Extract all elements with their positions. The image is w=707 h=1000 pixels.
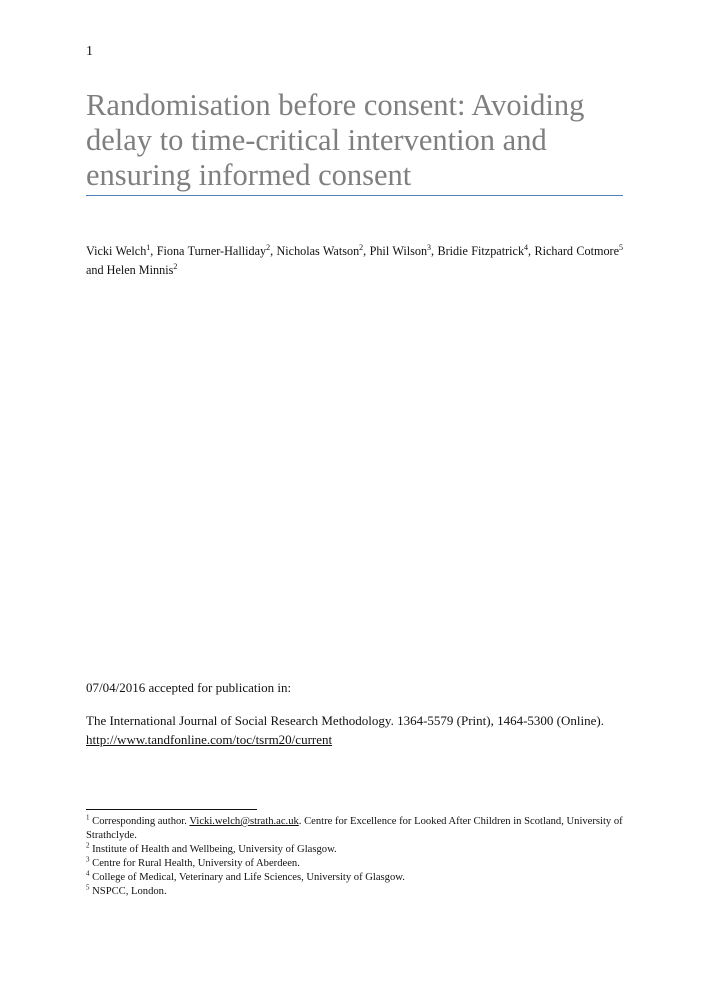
author-name: Fiona Turner-Halliday (156, 244, 267, 258)
author-affiliation-mark: 2 (173, 261, 178, 271)
footnote-divider (86, 809, 257, 810)
author-list (86, 242, 627, 280)
page-number: 1 (86, 44, 93, 59)
footnote (86, 871, 623, 885)
author-name: Bridie Fitzpatrick (437, 244, 525, 258)
footnote-text: Institute of Health and Wellbeing, University of Glasgow. (92, 844, 337, 855)
title-divider (86, 195, 623, 196)
footnote (86, 843, 623, 857)
author-name: Helen Minnis (106, 263, 174, 277)
footnote-text: Corresponding author. (92, 816, 190, 827)
journal-citation (86, 711, 623, 749)
author-separator: and (86, 244, 627, 277)
email-link[interactable]: Vicki.welch@strath.ac.uk (189, 816, 299, 827)
author-name: Vicki Welch (86, 244, 147, 258)
author-separator: , (528, 244, 535, 258)
author-separator: , (270, 244, 277, 258)
author-affiliation-mark: 2 (359, 242, 364, 252)
author-affiliation-mark: 4 (524, 242, 529, 252)
footnote-text: NSPCC, London. (92, 886, 167, 897)
journal-text: The International Journal of Social Research Methodology. 1364-5579 (Print), 1464-5300 (Online). (86, 713, 604, 728)
author-separator: , (431, 244, 438, 258)
journal-link[interactable]: http://www.tandfonline.com/toc/tsrm20/current (86, 732, 333, 747)
author-separator: , (150, 244, 157, 258)
author-affiliation-mark: 3 (427, 242, 432, 252)
footnote-text-after: . Centre for Excellence for Looked After Children in Scotland, University of Strathclyde. (86, 816, 623, 841)
footnote-number: 3 (86, 855, 90, 864)
author-affiliation-mark: 5 (619, 242, 624, 252)
author-affiliation-mark: 2 (266, 242, 271, 252)
footnote (86, 815, 623, 843)
footnotes (86, 815, 623, 899)
accepted-notice: 07/04/2016 accepted for publication in: (86, 680, 292, 695)
footnote-text: College of Medical, Veterinary and Life Sciences, University of Glasgow. (92, 872, 405, 883)
footnote-number: 2 (86, 841, 90, 850)
footnote-number: 1 (86, 813, 90, 822)
footnote-number: 5 (86, 883, 90, 892)
footnote-number: 4 (86, 869, 90, 878)
author-name: Richard Cotmore (534, 244, 620, 258)
author-separator: , (363, 244, 370, 258)
footnote-text: Centre for Rural Health, University of Aberdeen. (92, 858, 300, 869)
footnote (86, 885, 623, 899)
author-name: Nicholas Watson (276, 244, 360, 258)
author-name: Phil Wilson (369, 244, 428, 258)
footnote (86, 857, 623, 871)
author-affiliation-mark: 1 (146, 242, 151, 252)
paper-title: Randomisation before consent: Avoiding delay to time-critical intervention and ensuring informed consent (86, 88, 585, 192)
